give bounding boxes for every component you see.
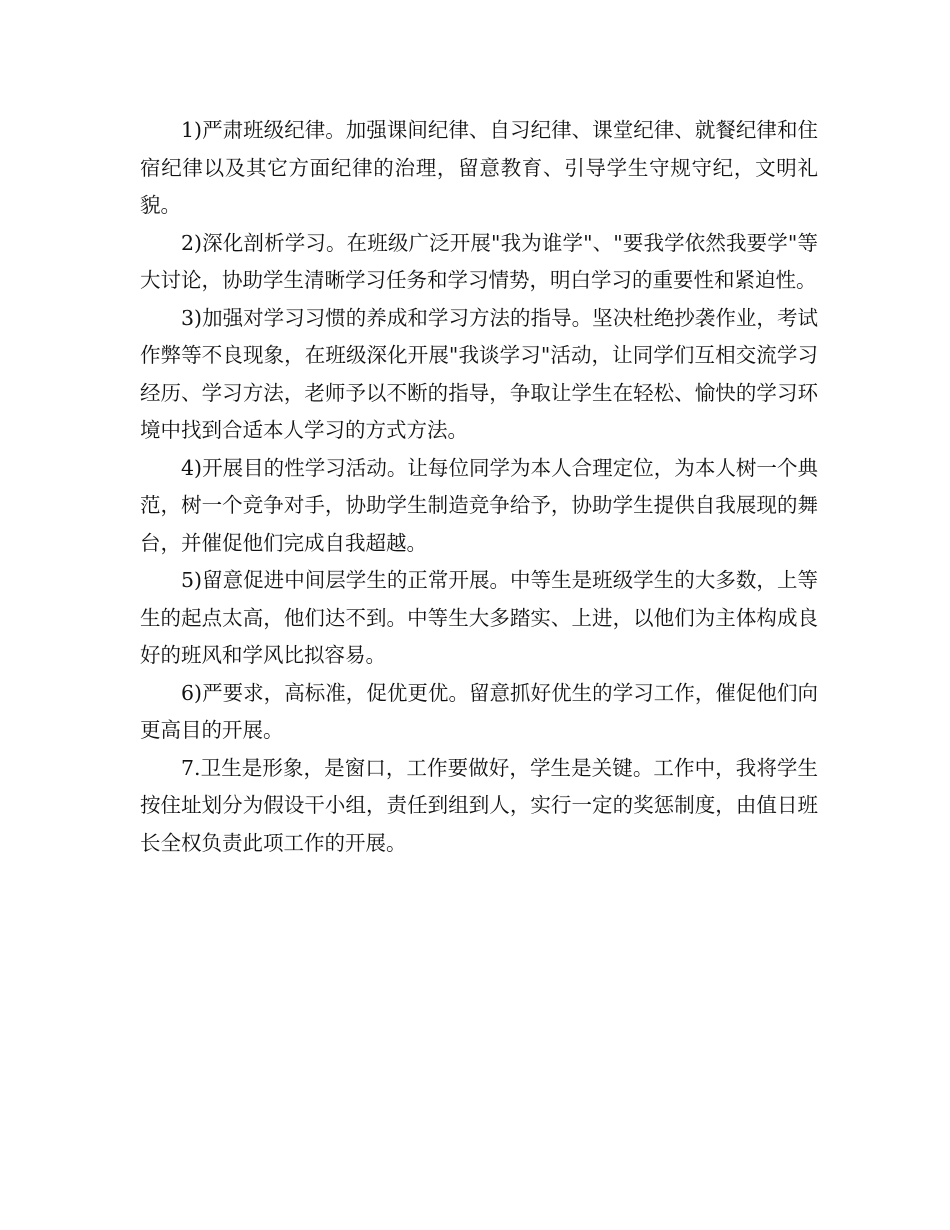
paragraph-2: 2)深化剖析学习。在班级广泛开展"我为谁学"、"要我学依然我要学"等大讨论，协助学生清晰学习任务和学习情势，明白学习的重要性和紧迫性。 bbox=[140, 230, 818, 292]
paragraph-1: 1)严肃班级纪律。加强课间纪律、自习纪律、课堂纪律、就餐纪律和住宿纪律以及其它方面纪律的治理，留意教育、引导学生守规守纪，文明礼貌。 bbox=[140, 118, 818, 217]
paragraph-6: 6)严要求，高标准，促优更优。留意抓好优生的学习工作，催促他们向更高目的开展。 bbox=[140, 680, 818, 742]
paragraph-3: 3)加强对学习习惯的养成和学习方法的指导。坚决杜绝抄袭作业，考试作弊等不良现象，在班级深化开展"我谈学习"活动，让同学们互相交流学习经历、学习方法，老师予以不断的指导，争取让学生在轻松、愉快的学习环境中找到合适本人学习的方式方法。 bbox=[140, 305, 818, 442]
paragraph-4: 4)开展目的性学习活动。让每位同学为本人合理定位，为本人树一个典范，树一个竞争对手，协助学生制造竞争给予，协助学生提供自我展现的舞台，并催促他们完成自我超越。 bbox=[140, 455, 818, 555]
paragraph-7: 7.卫生是形象，是窗口，工作要做好，学生是关键。工作中，我将学生按住址划分为假设干小组，责任到组到人，实行一定的奖惩制度，由值日班长全权负责此项工作的开展。 bbox=[140, 755, 818, 855]
paragraph-5: 5)留意促进中间层学生的正常开展。中等生是班级学生的大多数，上等生的起点太高，他们达不到。中等生大多踏实、上进，以他们为主体构成良好的班风和学风比拟容易。 bbox=[140, 568, 818, 667]
document-body bbox=[140, 112, 818, 862]
